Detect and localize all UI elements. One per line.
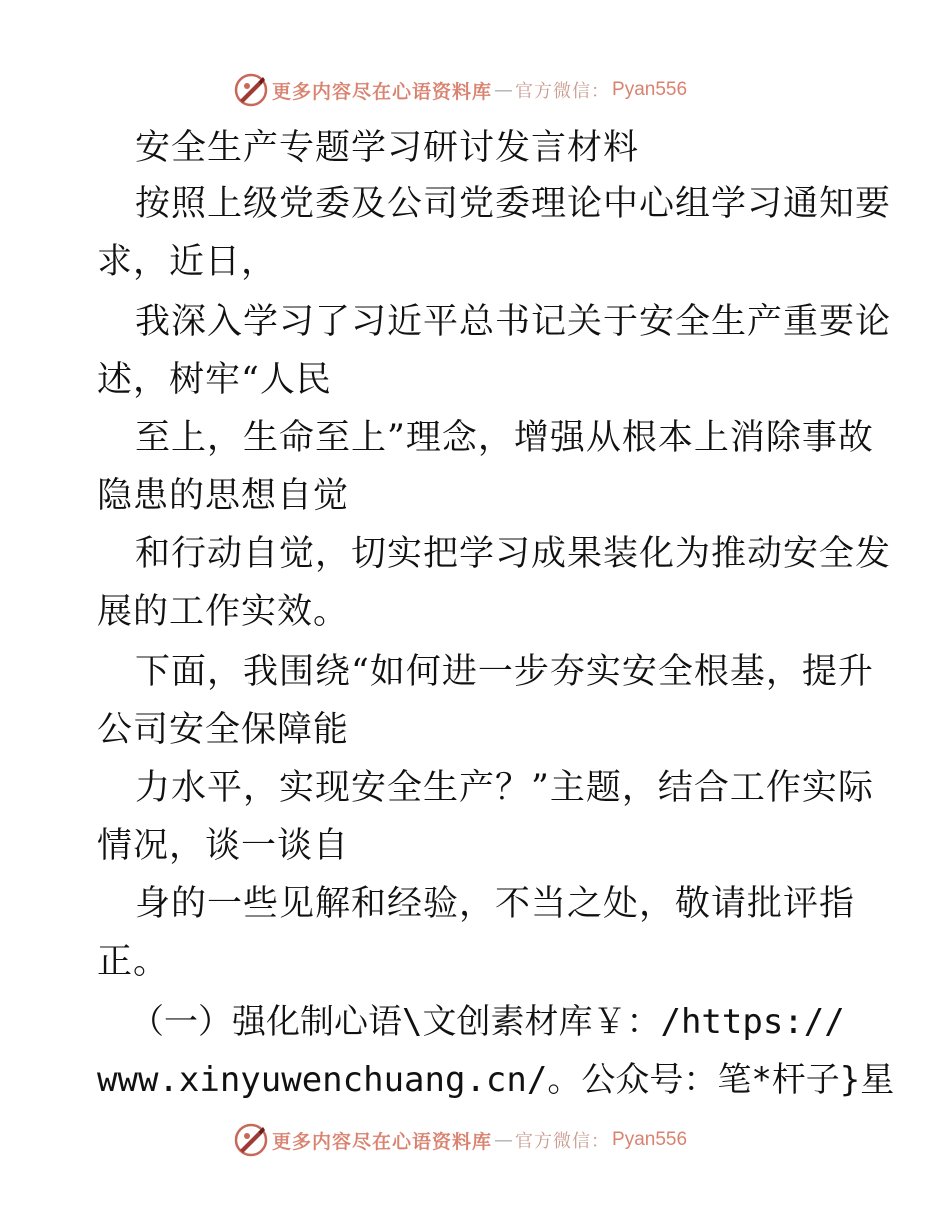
footer-banner [234, 1122, 687, 1158]
paragraph-line: 隐患的思想自觉 [97, 476, 350, 516]
footer-brand-text: 更多内容尽在心语资料库 [272, 1130, 493, 1153]
paragraph-line: 情况，谈一谈自 [97, 826, 350, 866]
paragraph-line: 和行动自觉，切实把学习成果装化为推动安全发 [135, 534, 892, 574]
paragraph-line: 公司安全保障能 [97, 710, 350, 750]
paragraph-line: 按照上级党委及公司党委理论中心组学习通知要 [135, 184, 892, 224]
header-banner [234, 72, 687, 108]
paragraph-line: 我深入学习了习近平总书记关于安全生产重要论 [135, 302, 892, 342]
footer-wechat-id: Pyan556 [612, 1129, 688, 1150]
brand-logo-icon [234, 73, 268, 107]
paragraph-line: 下面，我围绕“如何进一步夯实安全根基，提升 [135, 652, 874, 692]
paragraph-line: 展的工作实效。 [97, 592, 350, 632]
header-dash: — [494, 79, 514, 101]
paragraph-line: （一）强化制心语\文创素材库￥：/https:// [130, 1002, 845, 1042]
paragraph-line: 力水平，实现安全生产？”主题，结合工作实际 [135, 768, 874, 808]
header-wechat-id: Pyan556 [612, 79, 688, 100]
header-wechat-label: 官方微信： [515, 81, 611, 102]
paragraph-line: 至上，生命至上”理念，增强从根本上消除事故 [135, 418, 874, 458]
paragraph-line: www.xinyuwenchuang.cn/。公众号：笔*杆子}星 [97, 1060, 895, 1100]
footer-dash: — [494, 1129, 514, 1151]
paragraph-line: 求，近日， [97, 242, 278, 282]
document-title: 安全生产专题学习研讨发言材料 [135, 128, 640, 168]
paragraph-line: 正。 [97, 942, 170, 982]
paragraph-line: 述，树牢“人民 [97, 360, 332, 400]
brand-logo-icon [234, 1123, 268, 1157]
footer-wechat-label: 官方微信： [515, 1131, 611, 1152]
header-brand-text: 更多内容尽在心语资料库 [272, 80, 493, 103]
paragraph-line: 身的一些见解和经验，不当之处，敬请批评指 [135, 884, 856, 924]
